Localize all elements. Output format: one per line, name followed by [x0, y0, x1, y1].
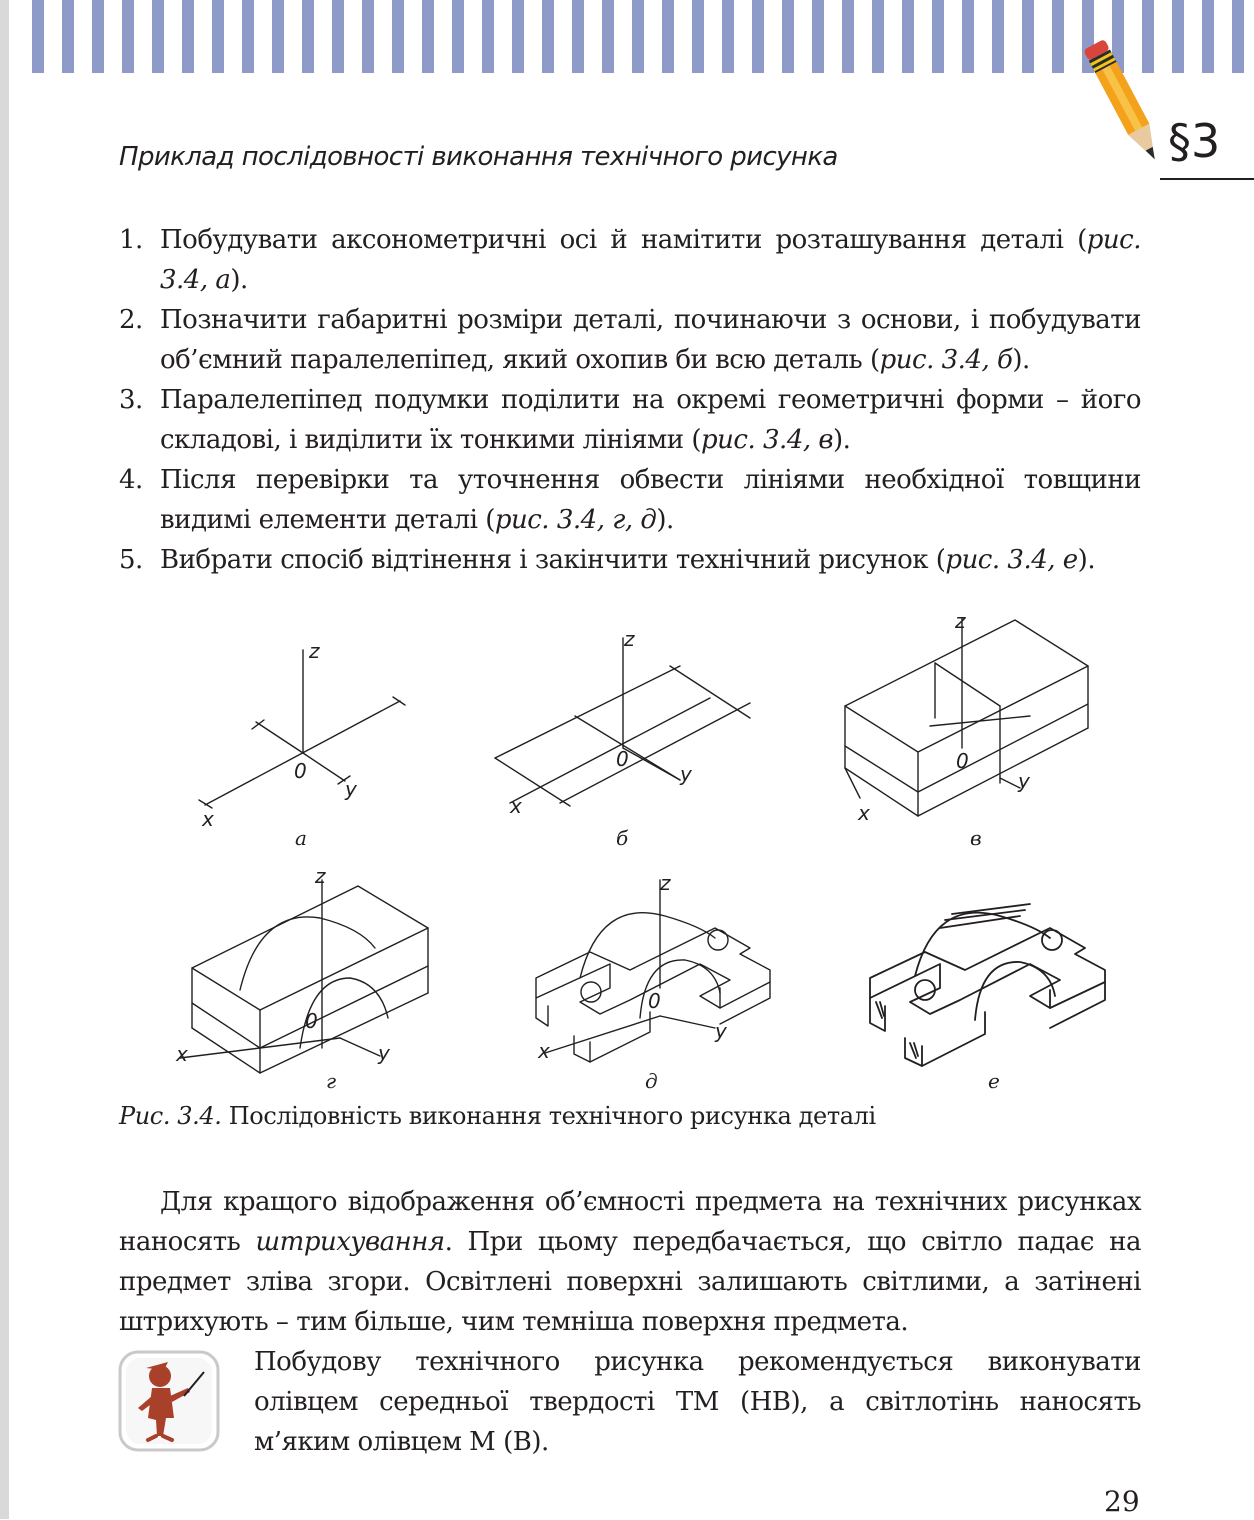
header-stripe	[152, 0, 164, 73]
panel-label: г	[326, 1069, 337, 1093]
body-paragraph: Для кращого відображення об’ємності предмета на технічних рисунках наносять штрихування. При цьому передбачається, що світло падає на предмет зліва згори. Освітлені поверхні залишають світлими, а затінені штрихують – тим більше, чим темніша поверхня предмета.	[119, 1187, 1141, 1337]
step-number: 2.	[119, 305, 143, 335]
svg-text:y: y	[715, 1019, 727, 1043]
panel-label: е	[988, 1069, 1000, 1093]
header-stripe	[182, 0, 194, 73]
panel-g	[175, 864, 428, 1093]
figure-reference: рис. 3.4, в	[701, 425, 834, 455]
header-stripe	[332, 0, 344, 73]
svg-text:0: 0	[616, 747, 629, 771]
step-item: 5. Вибрати спосіб відтінення і закінчити технічний рисунок (рис. 3.4, е).	[119, 540, 1141, 580]
header-stripe	[812, 0, 824, 73]
svg-text:0: 0	[305, 1009, 318, 1033]
header-stripe	[602, 0, 614, 73]
header-stripe	[932, 0, 944, 73]
step-number: 4.	[119, 465, 143, 495]
header-stripe	[692, 0, 704, 73]
svg-text:x: x	[176, 1042, 188, 1066]
header-stripe	[632, 0, 644, 73]
header-stripe	[32, 0, 44, 73]
steps-list	[119, 220, 1141, 580]
section-label: §3	[1168, 114, 1221, 168]
axis-label-x: x	[202, 807, 214, 831]
svg-text:x: x	[538, 1039, 550, 1063]
header-stripe	[962, 0, 974, 73]
header-stripe	[1232, 0, 1244, 73]
header-stripe	[572, 0, 584, 73]
panel-a	[199, 639, 405, 850]
header-stripe	[782, 0, 794, 73]
svg-text:y: y	[680, 762, 692, 786]
header-stripe	[512, 0, 524, 73]
svg-text:z: z	[624, 627, 635, 651]
header-stripe	[1202, 0, 1214, 73]
svg-text:z: z	[955, 609, 966, 633]
header-stripe	[482, 0, 494, 73]
header-stripe	[842, 0, 854, 73]
svg-text:y: y	[1018, 769, 1030, 793]
panel-label: а	[295, 826, 307, 850]
figure-3-4	[140, 598, 1140, 1108]
header-stripe	[422, 0, 434, 73]
header-stripe	[122, 0, 134, 73]
step-number: 5.	[119, 545, 143, 575]
header-stripe	[212, 0, 224, 73]
section-heading: Приклад послідовності виконання технічного рисунка	[119, 142, 838, 172]
header-stripe	[242, 0, 254, 73]
axis-label-y: y	[345, 777, 357, 801]
note-text: Побудову технічного рисунка рекомендується виконувати олівцем середньої твердості ТМ (НВ), а світлотінь наносять м’яким олівцем М (В).	[254, 1347, 1141, 1457]
header-stripe	[542, 0, 554, 73]
panel-d	[536, 871, 770, 1093]
svg-text:z: z	[315, 864, 326, 888]
header-stripe	[872, 0, 884, 73]
step-text: Позначити габаритні розміри деталі, починаючи з основи, і побудувати об’ємний паралелепіпед, який охопив би всю деталь	[160, 305, 1141, 375]
step-text: Паралелепіпед подумки поділити на окремі геометричні форми – його складові, і виділити їх тонкими лініями	[160, 385, 1141, 455]
axis-label-z: z	[309, 639, 320, 663]
header-stripe	[1052, 0, 1064, 73]
panel-label: д	[645, 1069, 658, 1093]
header-stripe	[272, 0, 284, 73]
figure-reference: рис. 3.4, а	[160, 225, 1141, 295]
page-edge	[0, 0, 9, 1519]
header-stripe	[1022, 0, 1034, 73]
header-stripe	[992, 0, 1004, 73]
figure-caption	[119, 1098, 876, 1134]
header-stripe	[752, 0, 764, 73]
header-stripe	[902, 0, 914, 73]
panel-v	[845, 609, 1088, 850]
figure-reference: рис. 3.4, б	[879, 345, 1013, 375]
caption-text: Послідовність виконання технічного рисунка деталі	[221, 1102, 876, 1130]
step-item: 3. Паралелепіпед подумки поділити на окремі геометричні форми – його складові, і виділити їх тонкими лініями (рис. 3.4, в).	[119, 380, 1141, 460]
panel-e	[870, 904, 1105, 1093]
step-item: 1. Побудувати аксонометричні осі й намітити розташування деталі (рис. 3.4, а).	[119, 220, 1141, 300]
panel-label: б	[616, 826, 629, 850]
axis-label-origin: 0	[294, 759, 307, 783]
header-stripes	[30, 0, 1254, 73]
svg-text:x: x	[510, 794, 522, 818]
step-text: Після перевірки та уточнення обвести лініями необхідної товщини видимі елементи деталі	[160, 465, 1141, 535]
header-stripe	[722, 0, 734, 73]
svg-text:y: y	[378, 1041, 390, 1065]
panel-label: в	[970, 826, 982, 850]
step-number: 1.	[119, 225, 143, 255]
header-stripe	[362, 0, 374, 73]
header-stripe	[92, 0, 104, 73]
header-stripe	[392, 0, 404, 73]
svg-text:0: 0	[648, 989, 661, 1013]
figure-reference: рис. 3.4, г, д	[494, 505, 657, 535]
page-number: 29	[1104, 1485, 1140, 1518]
step-item: 2. Позначити габаритні розміри деталі, починаючи з основи, і побудувати об’ємний паралелепіпед, який охопив би всю деталь (рис. 3.4, б).	[119, 300, 1141, 380]
step-text: Вибрати спосіб відтінення і закінчити технічний рисунок	[160, 545, 936, 575]
step-item: 4. Після перевірки та уточнення обвести лініями необхідної товщини видимі елементи деталі (рис. 3.4, г, д).	[119, 460, 1141, 540]
figure-reference: рис. 3.4, е	[945, 545, 1078, 575]
header-stripe	[302, 0, 314, 73]
panel-b	[495, 627, 750, 850]
section-tab	[1160, 112, 1254, 180]
step-text: Побудувати аксонометричні осі й намітити розташування деталі	[160, 225, 1078, 255]
header-stripe	[452, 0, 464, 73]
character-with-pointer-icon	[116, 1348, 222, 1454]
svg-text:0: 0	[956, 749, 969, 773]
header-stripe	[62, 0, 74, 73]
caption-ref: Рис. 3.4.	[119, 1102, 222, 1130]
term-hatching: штрихування	[255, 1227, 445, 1257]
step-number: 3.	[119, 385, 143, 415]
svg-text:x: x	[858, 801, 870, 825]
header-stripe	[662, 0, 674, 73]
svg-text:z: z	[660, 871, 671, 895]
